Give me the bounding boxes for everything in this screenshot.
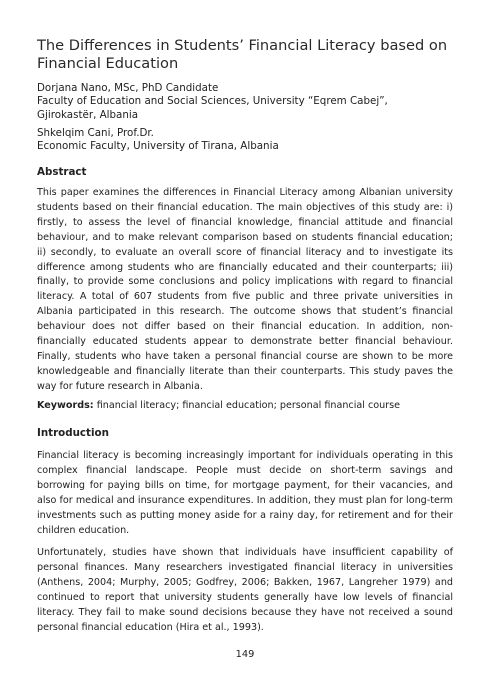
author-block-1 xyxy=(37,82,453,122)
author-location: Gjirokastër, Albania xyxy=(37,108,139,121)
author-block-2 xyxy=(37,127,453,154)
keywords-line xyxy=(37,399,453,414)
author-affiliation: Economic Faculty, University of Tirana, Albania xyxy=(37,140,279,153)
author-affiliation: Faculty of Education and Social Sciences, University “Eqrem Cabej”, xyxy=(37,95,388,108)
introduction-paragraph-1: Financial literacy is becoming increasingly important for individuals operating in this complex financial landscape. People must decide on short-term savings and borrowing for paying bills on time, for mortgage payment, for their vacancies, and also for medical and insurance expenditures. In addition, they must plan for long-term investments such as putting money aside for a rainy day, for retirement and for their children education. xyxy=(37,450,453,536)
author-name: Shkelqim Cani, Prof.Dr. xyxy=(37,127,154,139)
keywords-label: Keywords: xyxy=(37,400,94,411)
abstract-heading: Abstract xyxy=(37,166,87,178)
abstract-text: This paper examines the differences in Financial Literacy among Albanian university students based on their financial education. The main objectives of this study are: i) firstly, to assess the level of financial knowledge, financial attitude and financial behaviour, and to make relevant comparison based on students financial education; ii) secondly, to evaluate an overall score of financial literacy and to investigate its difference among students who are financially educated and their counterparts; iii) finally, to provide some conclusions and policy implications with regard to financial literacy. A total of 607 students from five public and three private universities in Albania participated in this research. The outcome shows that student’s financial behaviour does not differ based on their financial education. In addition, non-financially educated students appear to demonstrate better financial behaviour. Finally, students who have taken a personal financial course are shown to be more knowledgeable and financially literate than their counterparts. This study paves the way for future research in Albania. xyxy=(37,187,453,392)
author-name: Dorjana Nano, MSc, PhD Candidate xyxy=(37,82,219,94)
page-number: 149 xyxy=(235,649,255,660)
paper-title: The Differences in Students’ Financial Literacy based on Financial Education xyxy=(37,37,448,72)
introduction-heading: Introduction xyxy=(37,427,109,439)
keywords-text: financial literacy; financial education; personal financial course xyxy=(93,400,401,411)
introduction-paragraph-2: Unfortunately, studies have shown that individuals have insufficient capability of personal finances. Many researchers investigated financial literacy in universities (Anthens, 2004; Murphy, 2005; Godfrey, 2006; Bakken, 1967, Langreher 1979) and continued to report that university students generally have low levels of financial literacy. They fail to make sound decisions because they have not received a sound personal financial education (Hira et al., 1993). xyxy=(37,547,453,633)
